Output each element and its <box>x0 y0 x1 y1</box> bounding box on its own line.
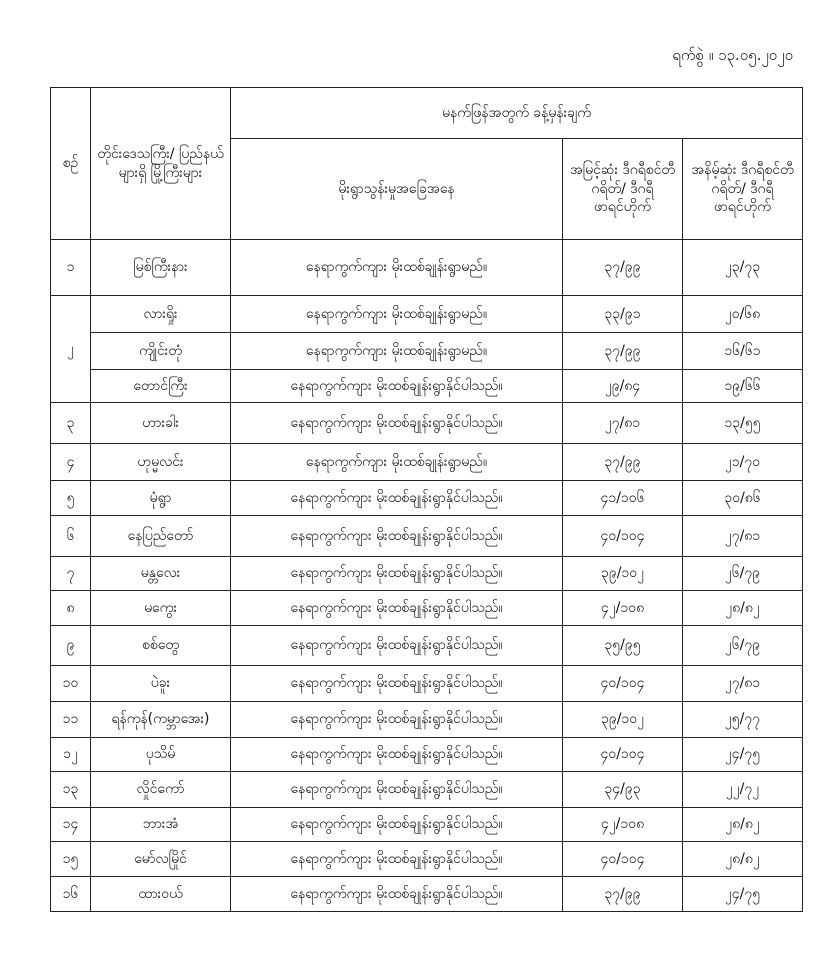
city-cell: တောင်ကြီး <box>91 370 231 403</box>
condition-cell: နေရာကွက်ကျား မိုးထစ်ချုန်းရွာနိုင်ပါသည်။ <box>231 702 563 738</box>
row-number-cell: ၈ <box>51 591 91 626</box>
condition-cell: နေရာကွက်ကျား မိုးထစ်ချုန်းရွာနိုင်ပါသည်။ <box>231 772 563 808</box>
header-no: စဉ် <box>51 88 91 240</box>
max-temp-cell: ၃၇/၉၉ <box>563 444 683 481</box>
city-cell: စစ်တွေ <box>91 626 231 666</box>
condition-cell: နေရာကွက်ကျား မိုးထစ်ချုန်းရွာနိုင်ပါသည်။ <box>231 370 563 403</box>
max-temp-cell: ၄၀/၁၀၄ <box>563 516 683 557</box>
min-temp-cell: ၂၅/၇၇ <box>683 702 803 738</box>
condition-cell: နေရာကွက်ကျား မိုးထစ်ချုန်းရွာနိုင်ပါသည်။ <box>231 591 563 626</box>
max-temp-cell: ၃၇/၉၉ <box>563 240 683 296</box>
table-row <box>51 481 803 516</box>
row-number-cell: ၁၅ <box>51 842 91 877</box>
condition-cell: နေရာကွက်ကျား မိုးထစ်ချုန်းရွာနိုင်ပါသည်။ <box>231 481 563 516</box>
row-number-cell: ၄ <box>51 444 91 481</box>
weather-forecast-table <box>50 87 803 912</box>
table-row <box>51 626 803 666</box>
table-body <box>51 240 803 912</box>
city-cell: မော်လမြိုင် <box>91 842 231 877</box>
min-temp-cell: ၂၁/၇၀ <box>683 444 803 481</box>
city-cell: ဘားအံ <box>91 808 231 842</box>
table-row <box>51 296 803 333</box>
row-number-cell: ၁ <box>51 240 91 296</box>
max-temp-cell: ၄၀/၁၀၄ <box>563 666 683 702</box>
max-temp-cell: ၃၄/၉၃ <box>563 772 683 808</box>
table-row <box>51 738 803 772</box>
table-row <box>51 666 803 702</box>
min-temp-cell: ၂၆/၇၉ <box>683 557 803 591</box>
table-row <box>51 333 803 370</box>
city-cell: ဟုမ္မလင်း <box>91 444 231 481</box>
table-row <box>51 877 803 912</box>
min-temp-cell: ၂၇/၈၁ <box>683 516 803 557</box>
row-number-cell: ၁၂ <box>51 738 91 772</box>
min-temp-cell: ၂၈/၈၂ <box>683 842 803 877</box>
city-cell: မန္တလေး <box>91 557 231 591</box>
city-cell: လှိုင်ကော် <box>91 772 231 808</box>
max-temp-cell: ၄၀/၁၀၄ <box>563 738 683 772</box>
row-number-cell: ၁၀ <box>51 666 91 702</box>
table-row <box>51 772 803 808</box>
city-cell: ပဲခူး <box>91 666 231 702</box>
row-number-cell: ၁၆ <box>51 877 91 912</box>
max-temp-cell: ၄၂/၁၀၈ <box>563 591 683 626</box>
condition-cell: နေရာကွက်ကျား မိုးထစ်ချုန်းရွာနိုင်ပါသည်။ <box>231 516 563 557</box>
table-row <box>51 808 803 842</box>
city-cell: နေပြည်တော် <box>91 516 231 557</box>
min-temp-cell: ၁၉/၆၆ <box>683 370 803 403</box>
table-row <box>51 240 803 296</box>
condition-cell: နေရာကွက်ကျား မိုးထစ်ချုန်းရွာနိုင်ပါသည်။ <box>231 403 563 444</box>
condition-cell: နေရာကွက်ကျား မိုးထစ်ချုန်းရွာနိုင်ပါသည်။ <box>231 666 563 702</box>
min-temp-cell: ၂၈/၈၂ <box>683 591 803 626</box>
city-cell: လားရှိုး <box>91 296 231 333</box>
min-temp-cell: ၁၃/၅၅ <box>683 403 803 444</box>
table-row <box>51 591 803 626</box>
max-temp-cell: ၄၁/၁၀၆ <box>563 481 683 516</box>
condition-cell: နေရာကွက်ကျား မိုးထစ်ချုန်းရွာနိုင်ပါသည်။ <box>231 557 563 591</box>
row-number-cell: ၆ <box>51 516 91 557</box>
max-temp-cell: ၂၉/၈၄ <box>563 370 683 403</box>
table-row <box>51 444 803 481</box>
table-row <box>51 516 803 557</box>
row-number-cell: ၁၁ <box>51 702 91 738</box>
condition-cell: နေရာကွက်ကျား မိုးထစ်ချုန်းရွာနိုင်ပါသည်။ <box>231 842 563 877</box>
city-cell: ရန်ကုန်(ကမ္ဘာအေး) <box>91 702 231 738</box>
row-number-cell: ၃ <box>51 403 91 444</box>
condition-cell: နေရာကွက်ကျား မိုးထစ်ချုန်းရွာနိုင်ပါသည်။ <box>231 808 563 842</box>
max-temp-cell: ၄၀/၁၀၄ <box>563 842 683 877</box>
min-temp-cell: ၁၆/၆၁ <box>683 333 803 370</box>
header-max-temp: အမြင့်ဆုံး ဒီဂရီစင်တီဂရိတ်/ ဒီဂရီဖာရင်ဟိုက် <box>563 139 683 240</box>
min-temp-cell: ၂၄/၇၅ <box>683 738 803 772</box>
min-temp-cell: ၂၆/၇၉ <box>683 626 803 666</box>
condition-cell: နေရာကွက်ကျား မိုးထစ်ချုန်းရွာမည်။ <box>231 240 563 296</box>
condition-cell: နေရာကွက်ကျား မိုးထစ်ချုန်းရွာနိုင်ပါသည်။ <box>231 626 563 666</box>
min-temp-cell: ၂၃/၇၃ <box>683 240 803 296</box>
max-temp-cell: ၃၉/၁၀၂ <box>563 557 683 591</box>
min-temp-cell: ၂၂/၇၂ <box>683 772 803 808</box>
max-temp-cell: ၃၇/၉၉ <box>563 877 683 912</box>
min-temp-cell: ၂၄/၇၅ <box>683 877 803 912</box>
condition-cell: နေရာကွက်ကျား မိုးထစ်ချုန်းရွာမည်။ <box>231 333 563 370</box>
city-cell: ကျိုင်းတုံ <box>91 333 231 370</box>
max-temp-cell: ၃၇/၉၉ <box>563 333 683 370</box>
max-temp-cell: ၃၃/၉၁ <box>563 296 683 333</box>
row-number-cell: ၁၄ <box>51 808 91 842</box>
city-cell: မြစ်ကြီးနား <box>91 240 231 296</box>
table-row <box>51 842 803 877</box>
row-number-cell: ၅ <box>51 481 91 516</box>
header-min-temp: အနိမ့်ဆုံး ဒီဂရီစင်တီဂရိတ်/ ဒီဂရီဖာရင်ဟိုက် <box>683 139 803 240</box>
max-temp-cell: ၂၇/၈၁ <box>563 403 683 444</box>
max-temp-cell: ၃၅/၉၅ <box>563 626 683 666</box>
row-number-cell: ၉ <box>51 626 91 666</box>
table-row <box>51 403 803 444</box>
min-temp-cell: ၃၀/၈၆ <box>683 481 803 516</box>
row-number-cell: ၁၃ <box>51 772 91 808</box>
condition-cell: နေရာကွက်ကျား မိုးထစ်ချုန်းရွာမည်။ <box>231 444 563 481</box>
row-number-cell: ၂ <box>51 296 91 403</box>
condition-cell: နေရာကွက်ကျား မိုးထစ်ချုန်းရွာမည်။ <box>231 296 563 333</box>
city-cell: ဟားခါး <box>91 403 231 444</box>
report-date: ရက်စွဲ ။ ၁၃.၀၅.၂၀၂၀ <box>672 46 793 64</box>
condition-cell: နေရာကွက်ကျား မိုးထစ်ချုန်းရွာနိုင်ပါသည်။ <box>231 738 563 772</box>
table-row <box>51 557 803 591</box>
city-cell: မုံရွာ <box>91 481 231 516</box>
max-temp-cell: ၃၉/၁၀၂ <box>563 702 683 738</box>
city-cell: ပုသိမ် <box>91 738 231 772</box>
table-row <box>51 370 803 403</box>
min-temp-cell: ၂၈/၈၂ <box>683 808 803 842</box>
header-condition: မိုးရွာသွန်းမှုအခြေအနေ <box>231 139 563 240</box>
table-row <box>51 702 803 738</box>
city-cell: ထားဝယ် <box>91 877 231 912</box>
header-city: တိုင်းဒေသကြီး/ ပြည်နယ်များရှိ မြို့ကြီးများ <box>91 88 231 240</box>
condition-cell: နေရာကွက်ကျား မိုးထစ်ချုန်းရွာနိုင်ပါသည်။ <box>231 877 563 912</box>
city-cell: မကွေး <box>91 591 231 626</box>
header-forecast: မနက်ဖြန်အတွက် ခန့်မှန်းချက် <box>231 88 803 139</box>
max-temp-cell: ၄၂/၁၀၈ <box>563 808 683 842</box>
min-temp-cell: ၂၇/၈၁ <box>683 666 803 702</box>
min-temp-cell: ၂၀/၆၈ <box>683 296 803 333</box>
row-number-cell: ၇ <box>51 557 91 591</box>
